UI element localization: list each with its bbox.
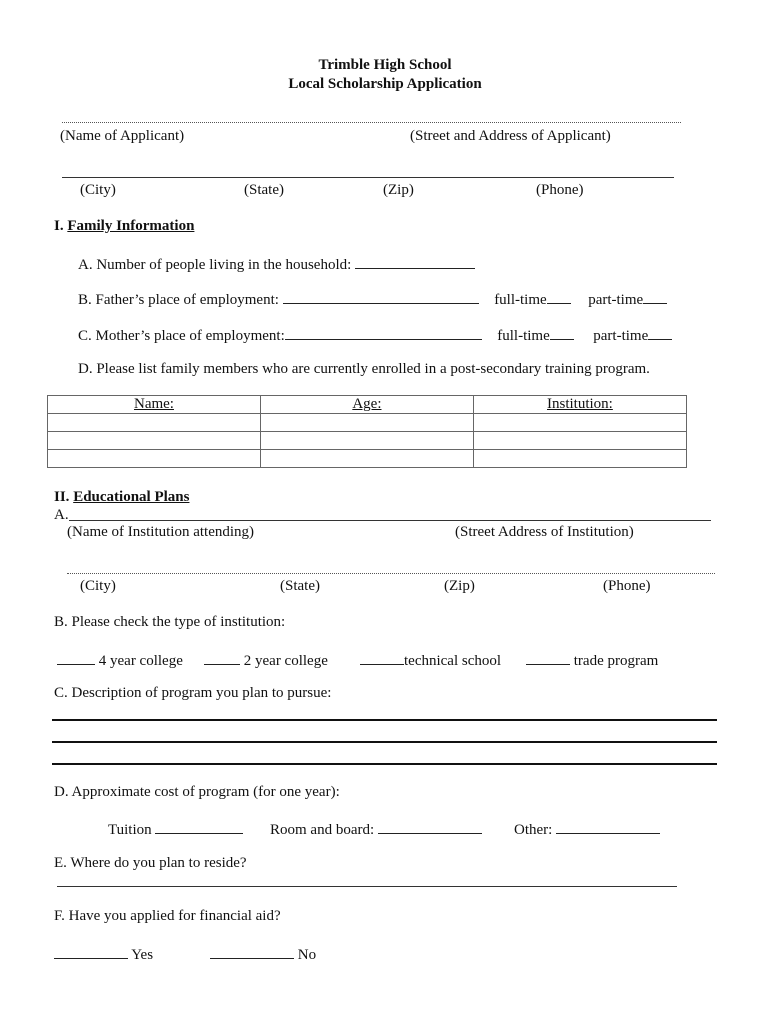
financial-aid-yes-label: Yes [131,947,154,963]
form-title: Local Scholarship Application [288,76,482,92]
financial-aid-no-field[interactable] [210,945,294,959]
family-household-label: A. Number of people living in the household: [78,257,352,273]
type-trade [526,651,658,669]
program-description-line-3[interactable] [52,763,717,765]
applicant-name-address-line[interactable] [62,122,681,123]
table-cell[interactable] [260,432,473,450]
institution-address-label: (Street Address of Institution) [455,524,634,540]
applicant-address-label: (Street and Address of Applicant) [410,128,611,144]
mother-employment-label: C. Mother’s place of employment: [78,328,285,344]
father-full-time-field[interactable] [547,290,571,304]
institution-city-label: (City) [80,578,116,594]
room-board-field[interactable] [378,820,482,834]
household-count-field[interactable] [355,255,475,269]
section-family-heading [54,219,194,234]
father-employment-field[interactable] [283,290,479,304]
financial-aid-yes [54,945,153,963]
father-full-time-label: full-time [494,292,547,308]
room-board-label: Room and board: [270,822,375,838]
education-question-b: B. Please check the type of institution: [54,614,286,630]
education-question-d: D. Approximate cost of program (for one year): [54,784,340,800]
applicant-zip-label: (Zip) [383,182,414,198]
tuition-label: Tuition [108,822,152,838]
institution-city-line[interactable] [67,573,715,574]
table-header-institution: Institution: [473,396,686,414]
family-question-b [78,290,667,308]
applicant-city-label: (City) [80,182,116,198]
type-technical-label: technical school [404,653,502,669]
section-family-number: I. [54,218,64,234]
institution-state-label: (State) [280,578,320,594]
table-cell[interactable] [260,414,473,432]
type-technical [360,651,501,669]
table-cell[interactable] [260,450,473,468]
cost-tuition [108,820,243,838]
table-row [48,414,687,432]
section-education-title: Educational Plans [73,489,190,505]
table-row [48,450,687,468]
institution-name-label: (Name of Institution attending) [67,524,255,540]
section-education-number: II. [54,489,70,505]
other-cost-field[interactable] [556,820,660,834]
applicant-state-label: (State) [244,182,284,198]
type-4-year [57,651,183,669]
section-family-title: Family Information [67,218,195,234]
cost-other [514,820,660,838]
table-cell[interactable] [473,450,686,468]
father-part-time-field[interactable] [643,290,667,304]
institution-line[interactable] [69,520,711,521]
family-question-a [78,255,475,273]
type-4-year-label: 4 year college [98,653,183,669]
residence-line[interactable] [57,886,677,887]
other-cost-label: Other: [514,822,553,838]
type-technical-checkfield[interactable] [360,651,404,665]
cost-room-board [270,820,482,838]
applicant-city-line[interactable] [62,177,674,178]
financial-aid-no-label: No [297,947,317,963]
financial-aid-yes-field[interactable] [54,945,128,959]
applicant-phone-label: (Phone) [536,182,584,198]
table-cell[interactable] [48,432,261,450]
financial-aid-no [210,945,316,963]
family-question-d: D. Please list family members who are currently enrolled in a post-secondary training program. [78,361,650,377]
applicant-name-label: (Name of Applicant) [60,128,185,144]
school-name: Trimble High School [318,57,452,73]
mother-part-time-label: part-time [593,328,649,344]
table-header-age: Age: [260,396,473,414]
institution-phone-label: (Phone) [603,578,651,594]
table-row [48,432,687,450]
type-trade-checkfield[interactable] [526,651,570,665]
mother-employment-field[interactable] [285,326,482,340]
table-cell[interactable] [48,414,261,432]
family-question-c [78,326,672,344]
table-header-row [48,396,687,414]
tuition-field[interactable] [155,820,243,834]
education-question-e: E. Where do you plan to reside? [54,855,247,871]
father-part-time-label: part-time [588,292,644,308]
type-2-year [204,651,328,669]
table-cell[interactable] [48,450,261,468]
mother-full-time-field[interactable] [550,326,574,340]
program-description-line-2[interactable] [52,741,717,743]
table-header-name: Name: [48,396,261,414]
education-question-c: C. Description of program you plan to pursue: [54,685,332,701]
family-members-table [47,395,687,468]
table-cell[interactable] [473,432,686,450]
education-a-prefix: A. [54,507,69,523]
institution-zip-label: (Zip) [444,578,475,594]
section-education-heading [54,490,189,505]
program-description-line-1[interactable] [52,719,717,721]
education-question-f: F. Have you applied for financial aid? [54,908,281,924]
type-2-year-checkfield[interactable] [204,651,240,665]
type-trade-label: trade program [573,653,659,669]
mother-full-time-label: full-time [497,328,550,344]
table-cell[interactable] [473,414,686,432]
father-employment-label: B. Father’s place of employment: [78,292,279,308]
type-2-year-label: 2 year college [243,653,328,669]
type-4-year-checkfield[interactable] [57,651,95,665]
mother-part-time-field[interactable] [648,326,672,340]
